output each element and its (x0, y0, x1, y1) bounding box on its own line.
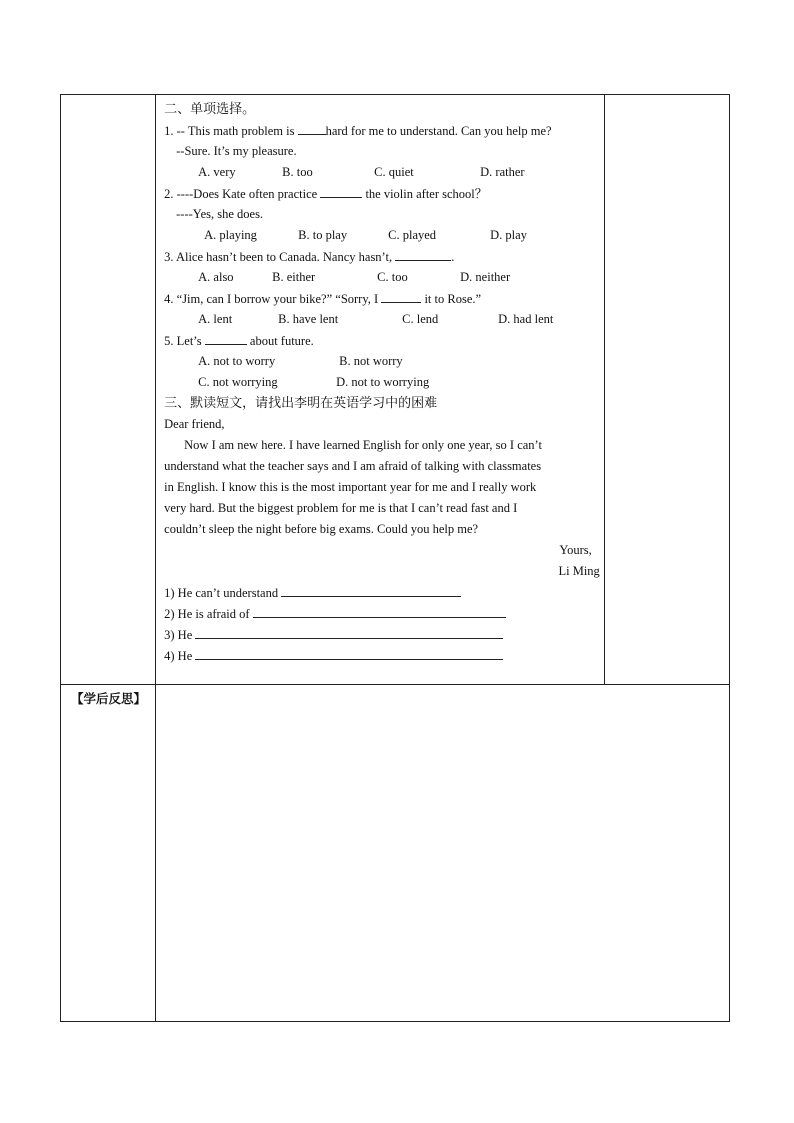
question-2-options (164, 225, 600, 246)
question-2-reply: ----Yes, she does. (176, 207, 264, 221)
option: B. not worry (339, 354, 403, 368)
letter-line: in English. I know this is the most important year for me and I really work (164, 480, 537, 494)
right-cell (604, 95, 729, 685)
option: A. also (198, 270, 234, 284)
worksheet-table (60, 94, 730, 1022)
letter-line: very hard. But the biggest problem for me is that I can’t read fast and I (164, 501, 518, 515)
option: D. neither (460, 270, 511, 284)
exercise-cell (156, 95, 605, 685)
option: D. not to worrying (336, 375, 430, 389)
option: B. to play (298, 228, 348, 242)
option: A. playing (204, 228, 257, 242)
question-4-options (164, 309, 600, 330)
option: D. rather (480, 165, 525, 179)
answer-blank (298, 120, 326, 135)
letter-closing: Yours, (559, 543, 592, 557)
answer-prompt-2: 2) He is afraid of (164, 603, 600, 624)
question-2-stem: 2. ----Does Kate often practice the violin after school？ (164, 183, 600, 204)
question-5-stem: 5. Let’s about future. (164, 330, 600, 351)
option: A. lent (198, 312, 233, 326)
answer-blank (320, 183, 362, 198)
answer-prompt-3: 3) He (164, 624, 600, 645)
question-3-options (164, 267, 600, 288)
answer-blank (395, 246, 451, 261)
answer-line (195, 645, 503, 660)
letter-line: understand what the teacher says and I am afraid of talking with classmates (164, 459, 542, 473)
option: C. quiet (374, 165, 414, 179)
option: B. have lent (278, 312, 339, 326)
option: D. play (490, 228, 527, 242)
option: C. not worrying (198, 375, 278, 389)
reflection-row (61, 685, 730, 1022)
question-3-stem: 3. Alice hasn’t been to Canada. Nancy hasn’t, . (164, 246, 600, 267)
answer-line (253, 603, 506, 618)
option: C. too (377, 270, 408, 284)
option: B. either (272, 270, 316, 284)
answer-line (281, 582, 461, 597)
section3-heading: 三、默读短文，请找出李明在英语学习中的困难 (164, 396, 438, 411)
letter-signature: Li Ming (558, 564, 600, 578)
letter-line: Now I am new here. I have learned English for only one year, so I can’t (184, 438, 542, 452)
question-5-options-row1 (164, 351, 600, 372)
reflection-area[interactable] (156, 685, 730, 1022)
option: C. played (388, 228, 437, 242)
option: A. very (198, 165, 236, 179)
left-cell (61, 95, 156, 685)
reflection-label-cell (61, 685, 156, 1022)
option: B. too (282, 165, 313, 179)
option: A. not to worry (198, 354, 276, 368)
answer-blank (381, 288, 421, 303)
letter-line: couldn’t sleep the night before big exams. Could you help me? (164, 522, 479, 536)
answer-prompt-1: 1) He can’t understand (164, 582, 600, 603)
section2-heading: 二、单项选择。 (164, 102, 256, 117)
question-1-options (164, 162, 600, 183)
reflection-label: 【学后反思】 (71, 691, 147, 706)
letter-greeting: Dear friend, (164, 417, 225, 431)
option: D. had lent (498, 312, 554, 326)
answer-prompt-4: 4) He (164, 645, 600, 666)
answer-line (195, 624, 503, 639)
question-1-stem: 1. -- This math problem is hard for me to understand. Can you help me? (164, 120, 600, 141)
question-1-reply: --Sure. It’s my pleasure. (176, 144, 297, 158)
option: C. lend (402, 312, 439, 326)
question-4-stem: 4. “Jim, can I borrow your bike?” “Sorry, I it to Rose.” (164, 288, 600, 309)
exercise-row (61, 95, 730, 685)
answer-blank (205, 330, 247, 345)
question-5-options-row2 (164, 372, 600, 393)
